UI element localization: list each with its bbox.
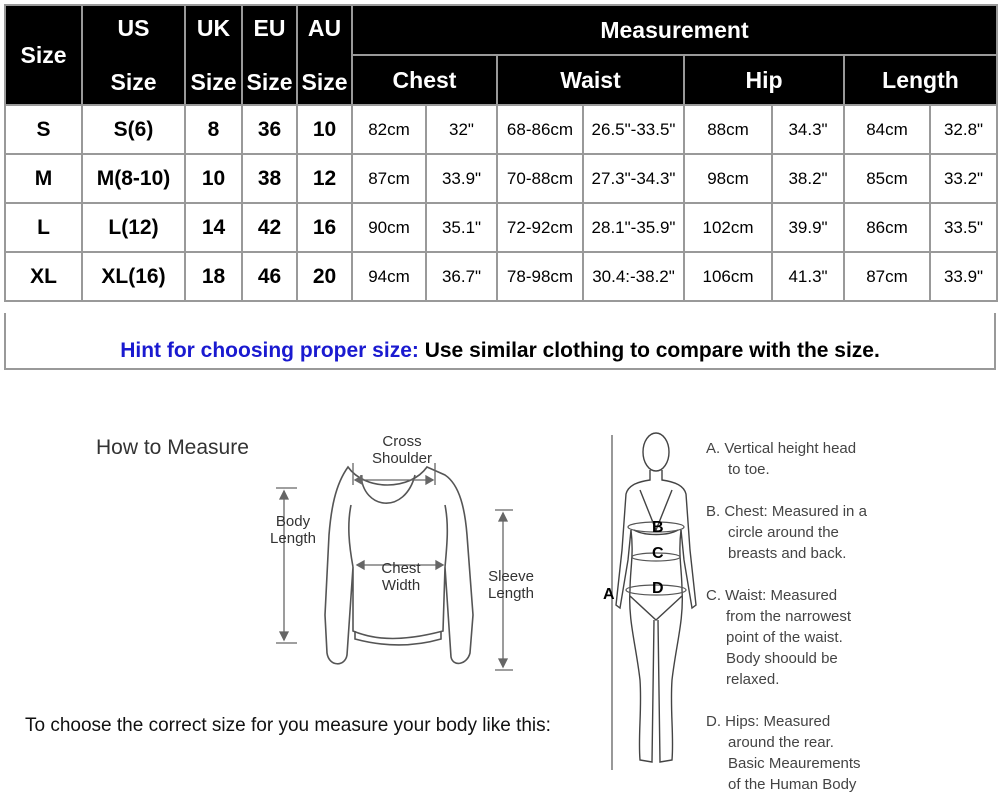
measure-instruction: To choose the correct size for you measure your body like this: — [25, 715, 551, 736]
legend-a: A. Vertical height head to toe. — [706, 440, 857, 478]
table-cell: 98cm — [684, 154, 772, 203]
table-cell: 26.5"-33.5" — [583, 105, 684, 154]
table-cell: 14 — [185, 203, 242, 252]
table-cell: 68-86cm — [497, 105, 583, 154]
legend-d: D. Hips: Measured around the rear. Basic Meaurements of the Human Body — [706, 713, 861, 793]
table-cell: 78-98cm — [497, 252, 583, 301]
label-sleeve-length: Sleeve Length — [488, 568, 534, 602]
header-length: Length — [844, 55, 997, 105]
table-cell: 36 — [242, 105, 297, 154]
table-cell: 35.1" — [426, 203, 497, 252]
table-cell: 33.9" — [426, 154, 497, 203]
hint-text: Use similar clothing to compare with the size. — [418, 339, 880, 362]
legend-c: C. Waist: Measured from the narrowest point of the waist. Body shoould be relaxed. — [706, 587, 852, 688]
figure-label-a: A — [603, 586, 615, 603]
table-cell: 8 — [185, 105, 242, 154]
table-cell: M(8-10) — [82, 154, 185, 203]
table-cell: 82cm — [352, 105, 426, 154]
table-cell: 87cm — [352, 154, 426, 203]
table-cell: 84cm — [844, 105, 930, 154]
header-au: AU Size — [297, 5, 352, 105]
table-cell: 42 — [242, 203, 297, 252]
table-cell: S(6) — [82, 105, 185, 154]
table-cell: 87cm — [844, 252, 930, 301]
table-cell: L — [5, 203, 82, 252]
header-waist: Waist — [497, 55, 684, 105]
label-cross-shoulder: Cross Shoulder — [371, 433, 433, 467]
table-cell: M — [5, 154, 82, 203]
table-cell: 88cm — [684, 105, 772, 154]
table-cell: 72-92cm — [497, 203, 583, 252]
table-cell: L(12) — [82, 203, 185, 252]
table-row — [5, 105, 997, 154]
table-cell: S — [5, 105, 82, 154]
table-cell: 33.5" — [930, 203, 997, 252]
table-cell: 86cm — [844, 203, 930, 252]
header-us: US Size — [82, 5, 185, 105]
table-cell: 33.2" — [930, 154, 997, 203]
table-cell: 90cm — [352, 203, 426, 252]
table-cell: 18 — [185, 252, 242, 301]
table-cell: 10 — [297, 105, 352, 154]
header-eu: EU Size — [242, 5, 297, 105]
table-cell: 28.1"-35.9" — [583, 203, 684, 252]
table-cell: 38 — [242, 154, 297, 203]
table-cell: 12 — [297, 154, 352, 203]
how-to-measure-title: How to Measure — [96, 436, 249, 459]
table-row — [5, 203, 997, 252]
table-cell: XL(16) — [82, 252, 185, 301]
table-cell: 34.3" — [772, 105, 844, 154]
figure-label-d: D — [652, 580, 664, 597]
size-chart-table — [4, 4, 998, 302]
figure-label-b: B — [652, 519, 664, 536]
label-body-length: Body Length — [270, 513, 316, 547]
header-chest: Chest — [352, 55, 497, 105]
table-cell: 106cm — [684, 252, 772, 301]
header-uk: UK Size — [185, 5, 242, 105]
hint-lead: Hint for choosing proper size: — [120, 339, 419, 362]
size-hint — [4, 313, 996, 370]
table-cell: 41.3" — [772, 252, 844, 301]
table-cell: 30.4:-38.2" — [583, 252, 684, 301]
figure-label-c: C — [652, 545, 664, 562]
label-chest-width: Chest Width — [381, 560, 421, 594]
header-hip: Hip — [684, 55, 844, 105]
table-cell: 10 — [185, 154, 242, 203]
table-cell: 102cm — [684, 203, 772, 252]
legend-b: B. Chest: Measured in a circle around the breasts and back. — [706, 503, 867, 562]
body-figure — [600, 430, 700, 780]
table-cell: 27.3"-34.3" — [583, 154, 684, 203]
table-cell: 36.7" — [426, 252, 497, 301]
table-cell: 16 — [297, 203, 352, 252]
table-cell: 46 — [242, 252, 297, 301]
table-cell: 32" — [426, 105, 497, 154]
table-cell: 33.9" — [930, 252, 997, 301]
table-cell: 38.2" — [772, 154, 844, 203]
table-cell: 85cm — [844, 154, 930, 203]
table-cell: 32.8" — [930, 105, 997, 154]
table-cell: 39.9" — [772, 203, 844, 252]
table-row — [5, 154, 997, 203]
table-cell: 20 — [297, 252, 352, 301]
table-row — [5, 252, 997, 301]
table-cell: 70-88cm — [497, 154, 583, 203]
header-size: Size — [5, 5, 82, 105]
header-measurement: Measurement — [352, 5, 997, 55]
table-cell: XL — [5, 252, 82, 301]
table-cell: 94cm — [352, 252, 426, 301]
